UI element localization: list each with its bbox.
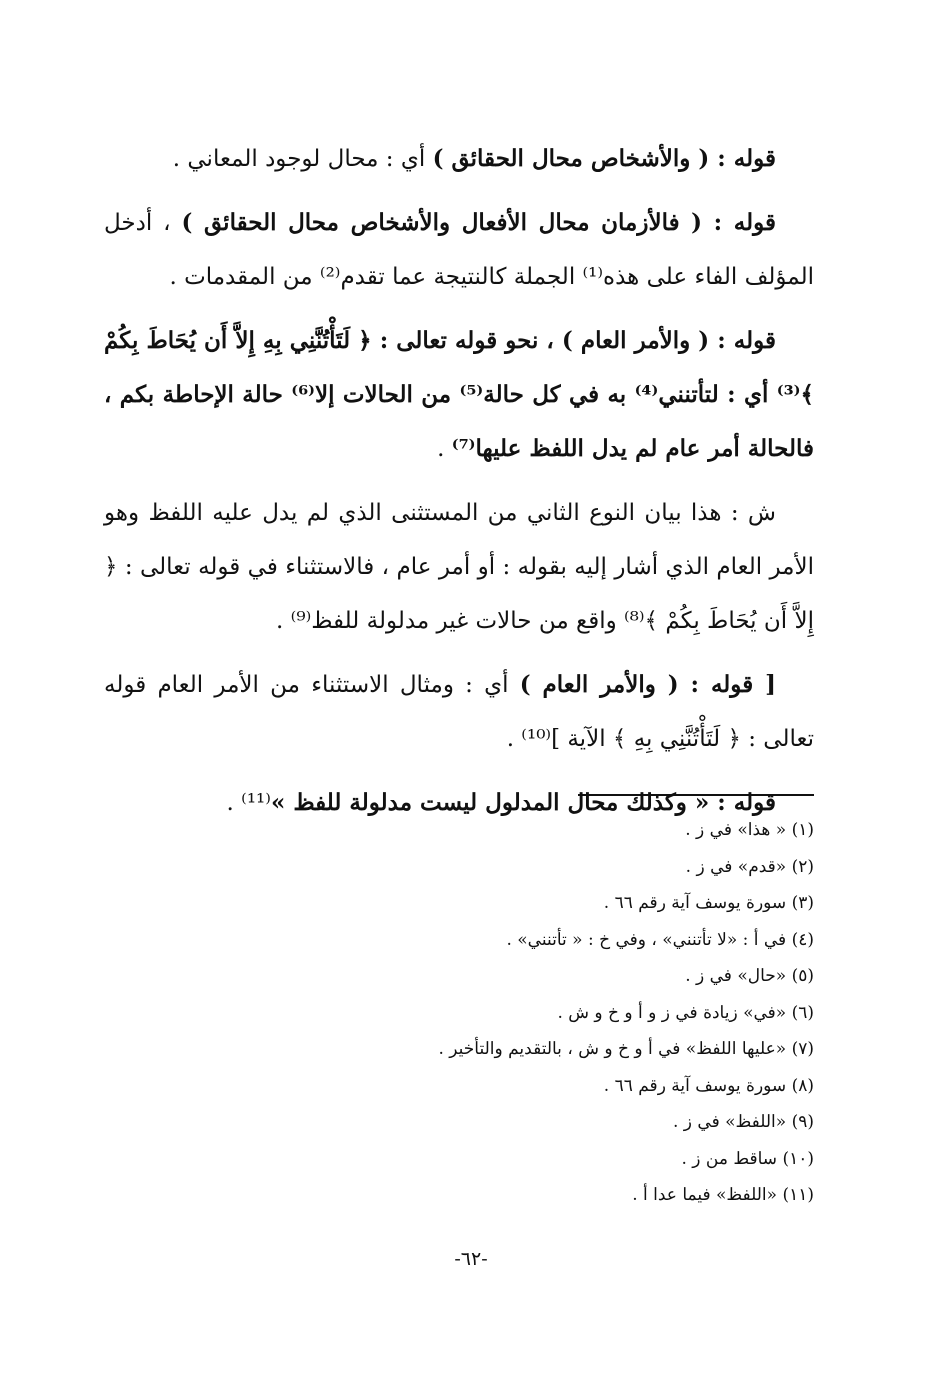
- paragraph-3-text: .: [437, 436, 452, 462]
- paragraph-1-text: أي : محال لوجود المعاني .: [172, 146, 433, 172]
- paragraph-5: [104, 658, 814, 766]
- main-text: [104, 132, 814, 840]
- paragraph-1: [104, 132, 814, 186]
- paragraph-5-heading: [ قوله : ( والأمر العام ): [519, 671, 776, 698]
- paragraph-2-heading: قوله : ( فالأزمان محال الأفعال والأشخاص محال الحقائق ): [181, 209, 776, 236]
- footnote-10: (١٠) ساقط من ز .: [681, 1148, 814, 1169]
- footnote-9: (٩) «اللفظ» في ز .: [672, 1112, 814, 1132]
- footnote-4: (٤) في أ : «لا تأتنني» ، وفي خ : « تأتنني» .: [506, 929, 814, 950]
- footnotes: [114, 812, 814, 1214]
- paragraph-2: [104, 196, 814, 304]
- footnote-7: (٧) «عليها اللفظ» في أ و خ و ش ، بالتقديم والتأخير .: [438, 1039, 814, 1059]
- footnote-2: (٢) «قدم» في ز .: [685, 856, 814, 877]
- footnote-6: (٦) «في» زيادة في ز و أ و خ و ش .: [557, 1002, 814, 1023]
- footnote-11: (١١) «اللفظ» فيما عدا أ .: [632, 1185, 814, 1205]
- footnote-separator: [578, 794, 814, 796]
- paragraph-5-text: أي : ومثال الاستثناء من الأمر العام قوله تعالى : ﴿ لَتَأْتُنَّنِي بِهِ ﴾ الآية ]⁽¹⁰⁾ .: [104, 672, 814, 752]
- paragraph-6-heading: قوله : « وكذلك محال المدلول ليست مدلولة للفظ »: [270, 789, 776, 816]
- paragraph-3: [104, 314, 814, 476]
- paragraph-6-text: ⁽¹¹⁾ .: [226, 790, 271, 816]
- paragraph-1-heading: قوله : ( والأشخاص محال الحقائق ): [432, 145, 776, 172]
- footnote-8: (٨) سورة يوسف آية رقم ٦٦ .: [603, 1075, 814, 1096]
- paragraph-3-heading: قوله : ( والأمر العام ) ، نحو قوله تعالى : ﴿ لَتَأْتُنَّنِي بِهِ إِلاَّ أَن يُحَاطَ بِكُمْ ﴾⁽³⁾ أي : لتأتنني⁽⁴⁾ به في كل حالة⁽⁵⁾ من الحالات إلا⁽⁶⁾ حالة الإحاطة بكم ، فالحالة أمر عام لم يدل اللفظ عليها⁽⁷⁾: [104, 327, 814, 462]
- footnote-1: (١) « هذا» في ز .: [685, 820, 814, 840]
- page-number: -٦٢-: [454, 1248, 488, 1270]
- paragraph-4: [104, 486, 814, 648]
- paragraph-2-text: ، أدخل المؤلف الفاء على هذه⁽¹⁾ الجملة كالنتيجة عما تقدم⁽²⁾ من المقدمات .: [104, 210, 814, 290]
- footnote-3: (٣) سورة يوسف آية رقم ٦٦ .: [603, 893, 814, 913]
- footnote-5: (٥) «حال» في ز .: [685, 966, 814, 986]
- paragraph-4-text: ش : هذا بيان النوع الثاني من المستثنى الذي لم يدل عليه اللفظ وهو الأمر العام الذي أشار إليه بقوله : أو أمر عام ، فالاستثناء في قوله تعالى : ﴿ إِلاَّ أَن يُحَاطَ بِكُمْ ﴾⁽⁸⁾ واقع من حالات غير مدلولة للفظ⁽⁹⁾ .: [104, 500, 814, 634]
